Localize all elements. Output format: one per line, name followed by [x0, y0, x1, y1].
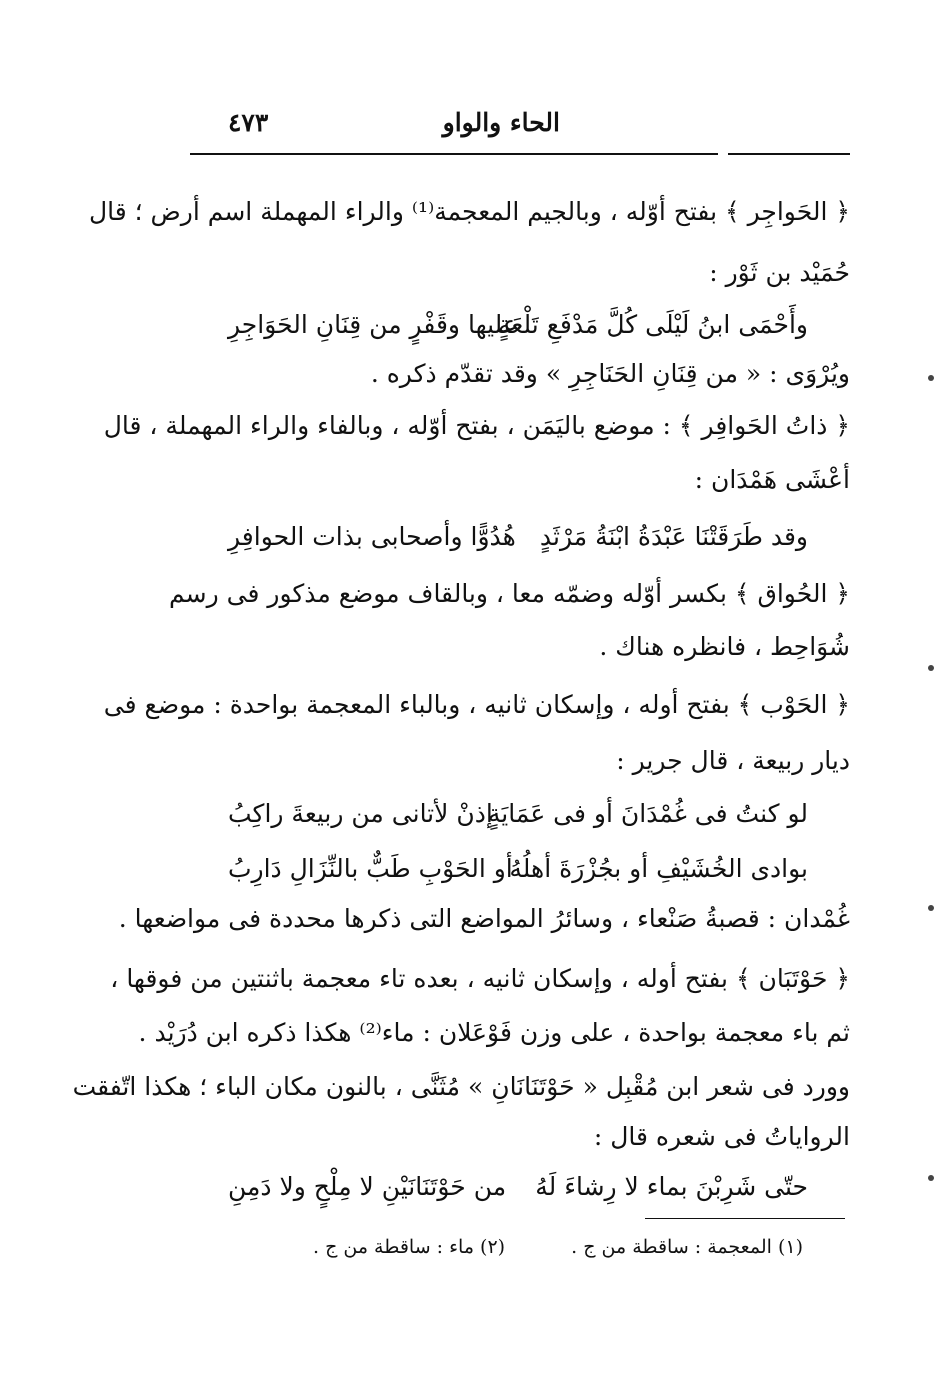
verse-hemistich-1: وقد طَرَقَتْنَا عَبْدَةُ ابْنَةُ مَرْثَدٍ	[539, 522, 808, 551]
text-line: حُمَيْد بن ثَوْر :	[709, 258, 850, 287]
verse-hemistich-1: وأَحْمَى ابنُ لَيْلَى كُلَّ مَدْفَعِ تَلْعَةٍ	[497, 310, 808, 339]
scan-mark	[928, 905, 934, 911]
text-line: ديار ربيعة ، قال جرير :	[616, 746, 850, 775]
scan-mark	[928, 665, 934, 671]
text-line: ويُرْوَى : « من قِنَانِ الحَنَاجِرِ » وقد تقدّم ذكره .	[370, 359, 850, 388]
text-line: ﴿ ذاتُ الحَوافِر ﴾ : موضع باليَمَن ، بفتح أوّله ، وبالفاء والراء المهملة ، قال	[103, 411, 850, 440]
text-line: ﴿ الحَواجِر ﴾ بفتح أوّله ، وبالجيم المعجمة⁽¹⁾ والراء المهملة اسم أرض ؛ قال	[88, 197, 850, 226]
text-line: وورد فى شعر ابن مُقْبِل « حَوْتَنَانَانِ » مُثَنَّى ، بالنون مكان الباء ؛ هكذا اتّفقت	[72, 1072, 850, 1101]
header-title: الحاء والواو	[442, 108, 560, 137]
text-line: الرواياتُ فى شعره قال :	[593, 1122, 850, 1151]
verse-hemistich-2: أو الحَوْبِ طَبٌّ بالنِّزَالِ دَارِبُ	[228, 854, 513, 883]
footnote-1: (١) المعجمة : ساقطة من ج .	[571, 1236, 803, 1258]
scan-mark	[928, 1175, 934, 1181]
page-number: ٤٧٣	[228, 108, 269, 137]
verse-hemistich-2: عليها وقَفْرٍ من قِنَانِ الحَوَاجِرِ	[228, 310, 518, 339]
text-line: ﴿ الحُواق ﴾ بكسر أوّله وضمّه معا ، وبالقاف موضع مذكور فى رسم	[169, 579, 850, 608]
footnote-rule	[645, 1218, 845, 1219]
text-line: غُمْدان : قصبةُ صَنْعاء ، وسائرُ المواضع التى ذكرها محددة فى مواضعها .	[118, 904, 850, 933]
running-header	[190, 108, 850, 148]
header-rule-gap	[718, 150, 728, 156]
verse-hemistich-1: لو كنتُ فى غُمْدَانَ أو فى عَمَايَةٍ	[487, 799, 808, 828]
text-line: ﴿ الحَوْب ﴾ بفتح أوله ، وإسكان ثانيه ، وبالباء المعجمة بواحدة : موضع فى	[103, 690, 850, 719]
verse-hemistich-2: من حَوْتَنَانَيْنِ لا مِلْحٍ ولا دَمِنِ	[228, 1172, 507, 1201]
scan-mark	[928, 375, 934, 381]
text-line: شُوَاحِط ، فانظره هناك .	[599, 632, 850, 661]
text-line: ﴿ حَوْتَبَان ﴾ بفتح أوله ، وإسكان ثانيه ، بعده تاء معجمة باثنتين من فوقها ،	[110, 964, 850, 993]
footnotes	[313, 1236, 803, 1258]
verse-hemistich-1: بوادى الخُشَيْفِ أو بجُزْرَةَ أهلُهُ	[509, 854, 808, 883]
verse-hemistich-1: حتّى شَرِبْنَ بماء لا رِشاءَ لَهُ	[535, 1172, 808, 1201]
text-line: ثم باء معجمة بواحدة ، على وزن فَوْعَلان : ماء⁽²⁾ هكذا ذكره ابن دُرَيْد .	[138, 1018, 850, 1047]
verse-hemistich-2: هُدُوًّا وأصحابى بذات الحوافِرِ	[228, 522, 516, 551]
verse-hemistich-2: إذنْ لأتانى من ربيعةَ راكِبُ	[228, 799, 493, 828]
footnote-2: (٢) ماء : ساقطة من ج .	[312, 1236, 506, 1258]
text-line: أعْشَى هَمْدَان :	[694, 465, 850, 494]
header-rule	[190, 153, 850, 155]
